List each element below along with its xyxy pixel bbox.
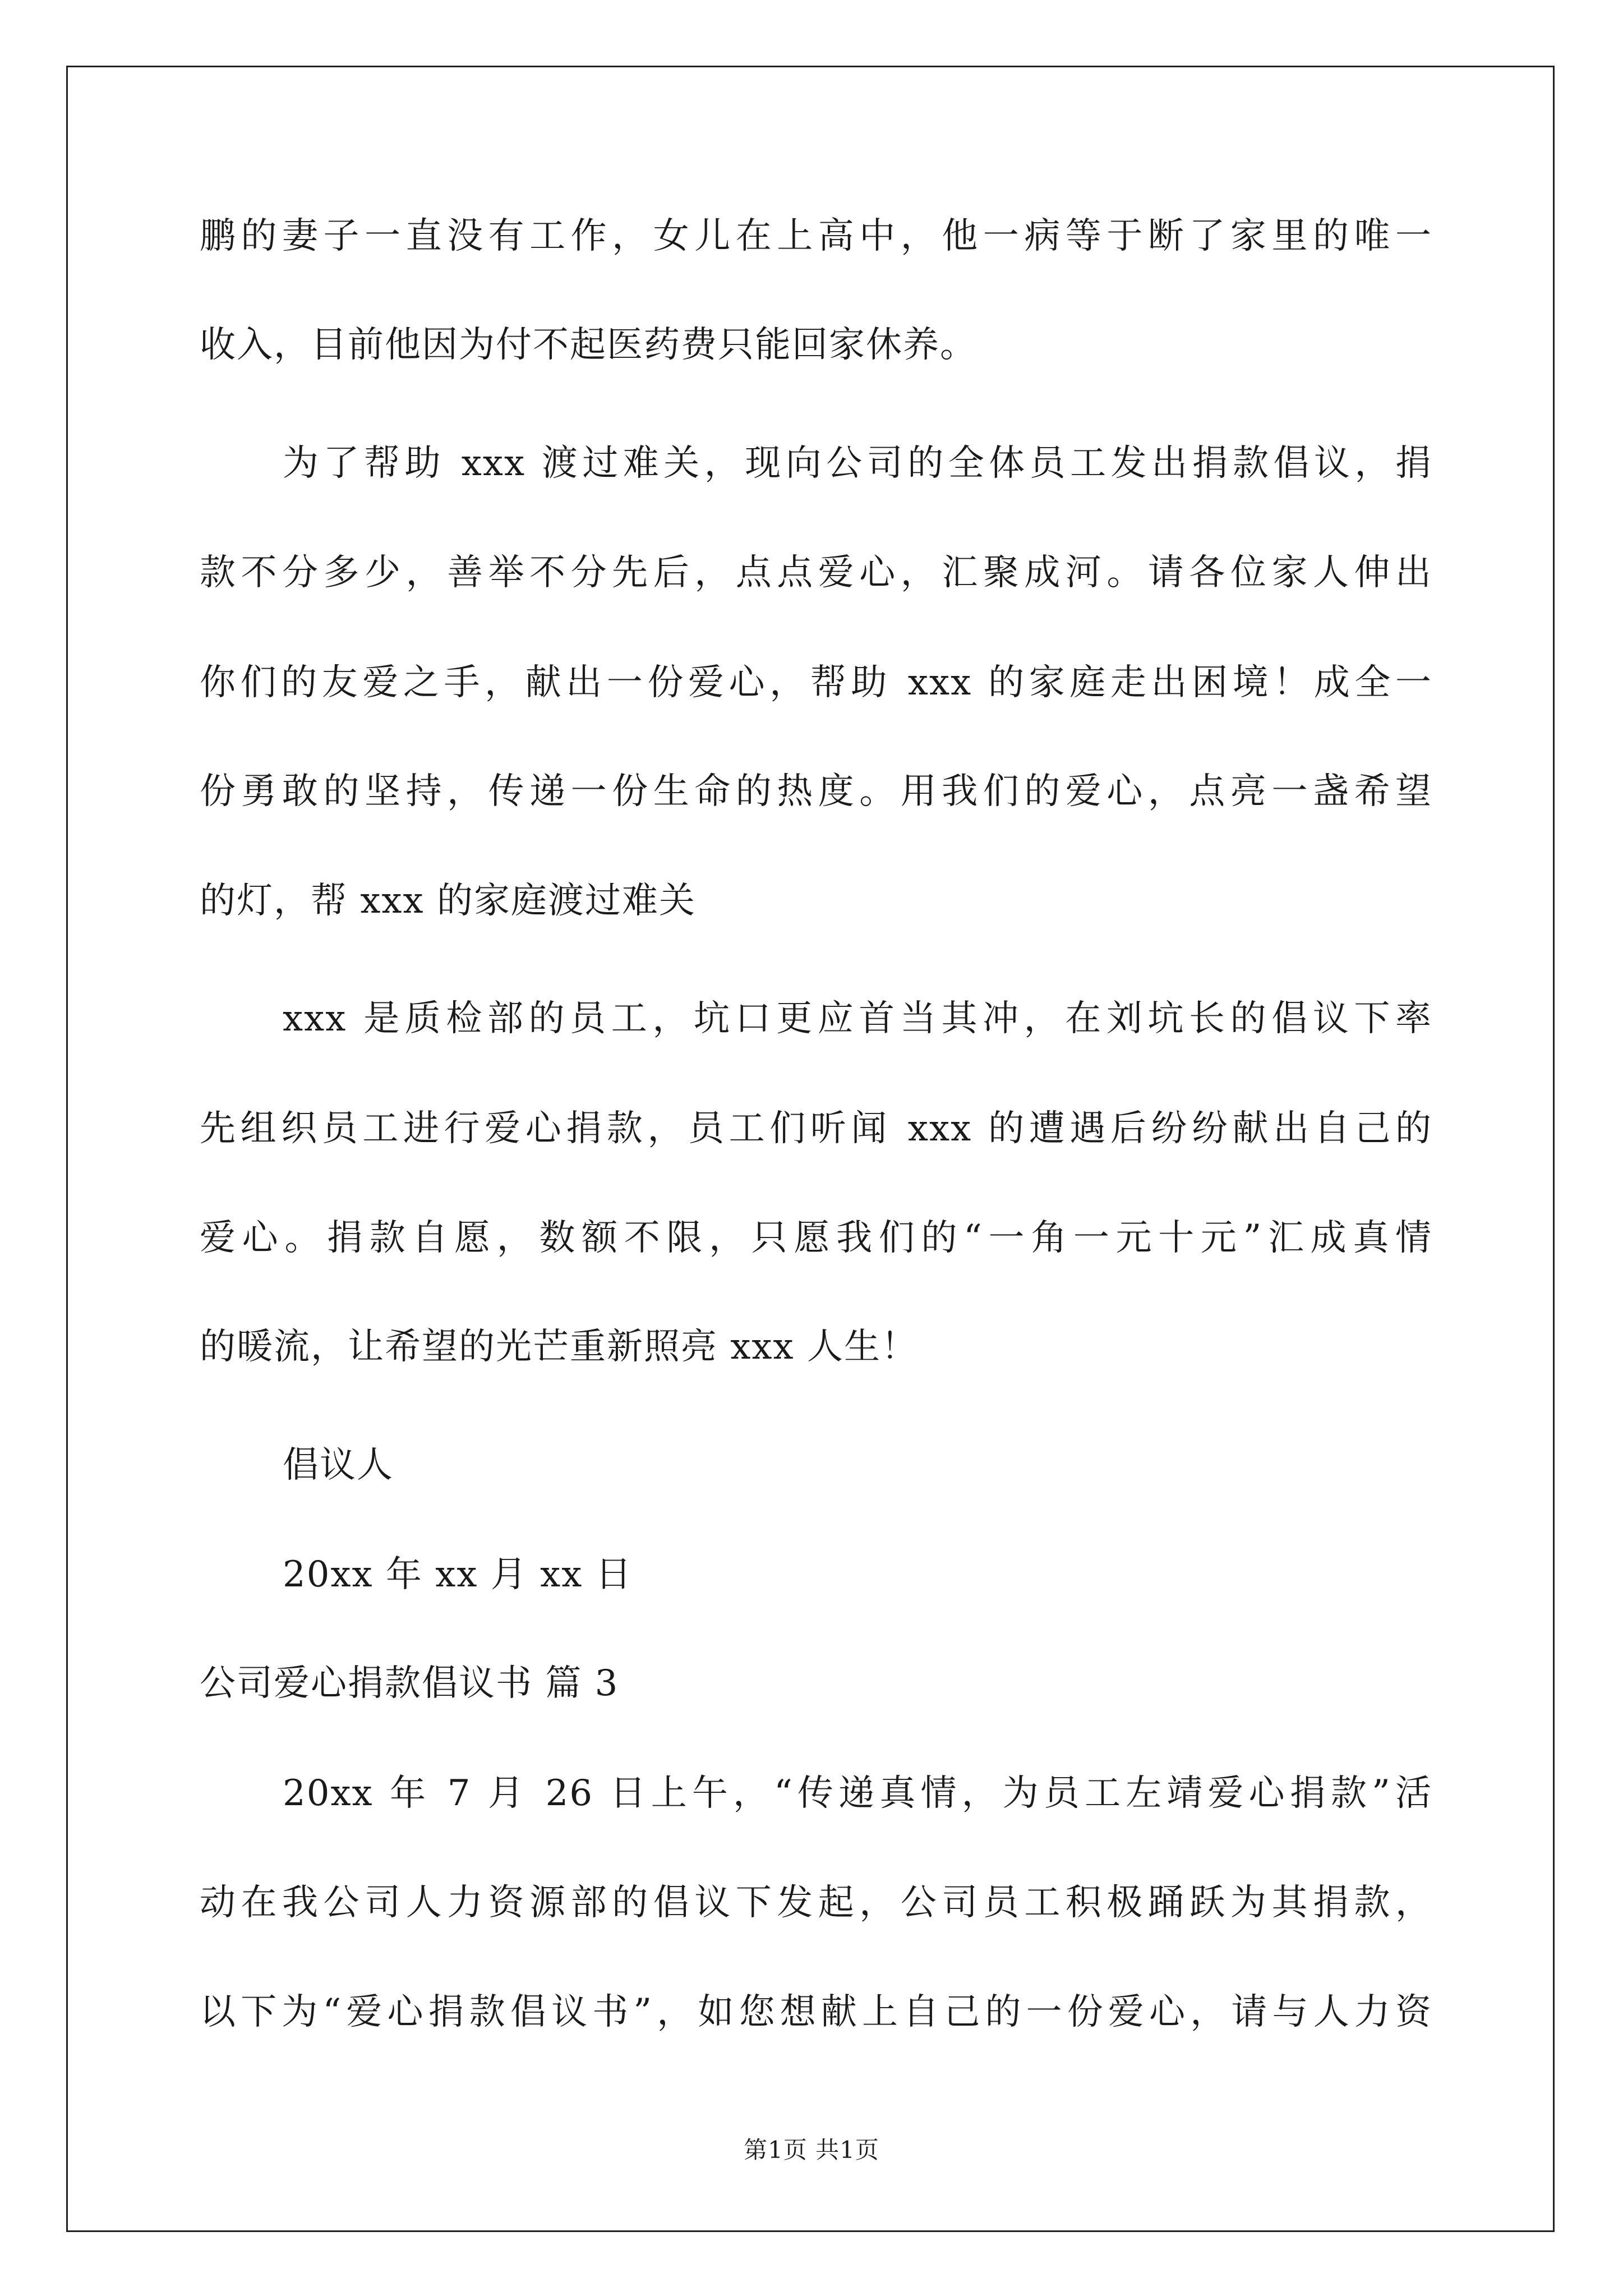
text-line-10: 爱心。捐款自愿，数额不限，只愿我们的“一角一元十元”汇成真情 bbox=[200, 1217, 1432, 1259]
text-line-1: 鹏的妻子一直没有工作，女儿在上高中，他一病等于断了家里的唯一 bbox=[200, 215, 1432, 257]
text-line-17: 以下为“爱心捐款倡议书”，如您想献上自己的一份爱心，请与人力资 bbox=[200, 1991, 1432, 2033]
text-line-3: 为了帮助 xxx 渡过难关，现向公司的全体员工发出捐款倡议，捐 bbox=[283, 443, 1432, 484]
signer-label: 倡议人 bbox=[283, 1444, 394, 1486]
text-line-5: 你们的友爱之手，献出一份爱心，帮助 xxx 的家庭走出困境！成全一 bbox=[200, 662, 1432, 703]
text-line-2: 收入，目前他因为付不起医药费只能回家休养。 bbox=[200, 324, 977, 366]
text-line-4: 款不分多少，善举不分先后，点点爱心，汇聚成河。请各位家人伸出 bbox=[200, 552, 1432, 593]
section-heading: 公司爱心捐款倡议书 篇 3 bbox=[200, 1663, 619, 1704]
text-line-7: 的灯，帮 xxx 的家庭渡过难关 bbox=[200, 880, 696, 922]
text-line-11: 的暖流，让希望的光芒重新照亮 xxx 人生！ bbox=[200, 1326, 918, 1368]
text-line-6: 份勇敢的坚持，传递一份生命的热度。用我们的爱心，点亮一盏希望 bbox=[200, 771, 1432, 812]
text-line-15: 20xx 年 7 月 26 日上午，“传递真情，为员工左靖爱心捐款”活 bbox=[283, 1773, 1432, 1814]
text-line-9: 先组织员工进行爱心捐款，员工们听闻 xxx 的遭遇后纷纷献出自己的 bbox=[200, 1108, 1432, 1149]
text-line-16: 动在我公司人力资源部的倡议下发起，公司员工积极踊跃为其捐款， bbox=[200, 1882, 1432, 1924]
date-line: 20xx 年 xx 月 xx 日 bbox=[283, 1554, 633, 1595]
page-footer: 第1页 共1页 bbox=[744, 2136, 879, 2164]
text-line-8: xxx 是质检部的员工，坑口更应首当其冲，在刘坑长的倡议下率 bbox=[283, 998, 1432, 1039]
